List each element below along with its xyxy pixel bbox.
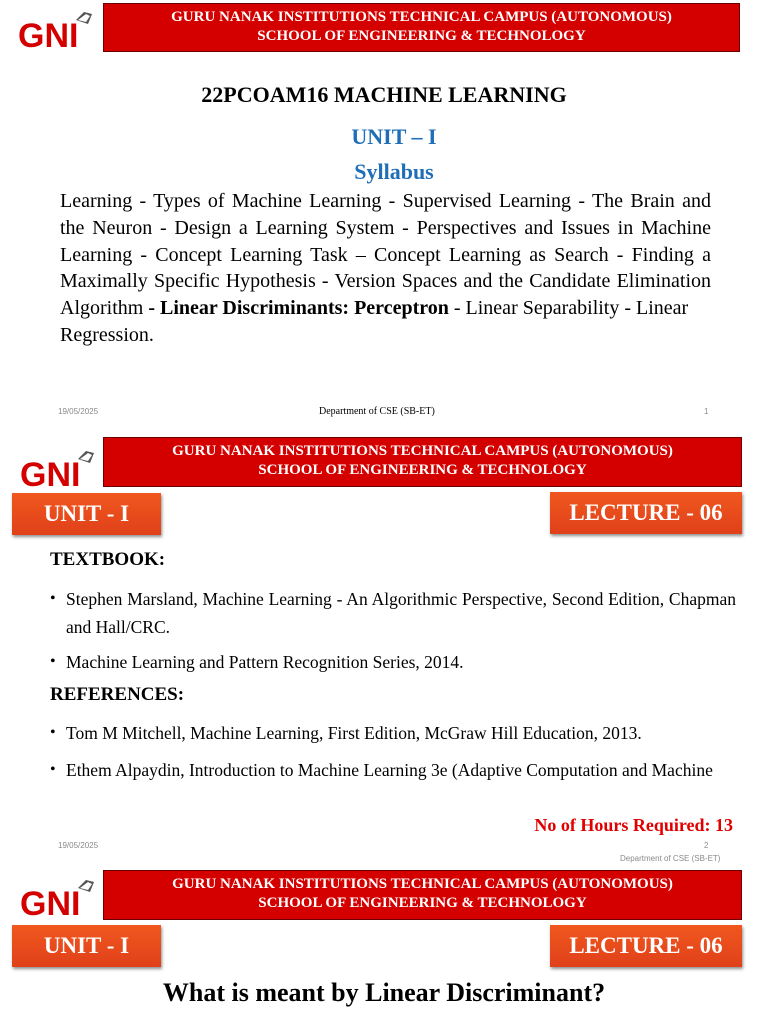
unit-heading: UNIT – I	[351, 124, 437, 149]
hours-required: No of Hours Required: 13	[534, 815, 733, 835]
syllabus-heading: Syllabus	[354, 159, 434, 184]
bullet-icon: •	[50, 761, 56, 778]
page-number: 1	[704, 407, 709, 416]
slide-2	[0, 432, 768, 868]
institution-name: GURU NANAK INSTITUTIONS TECHNICAL CAMPUS (AUTONOMOUS)	[172, 443, 673, 459]
institution-name: GURU NANAK INSTITUTIONS TECHNICAL CAMPUS (AUTONOMOUS)	[172, 876, 673, 892]
slide-1	[0, 0, 768, 432]
list-item	[50, 648, 736, 676]
bullet-icon: •	[50, 724, 56, 741]
school-name: SCHOOL OF ENGINEERING & TECHNOLOGY	[257, 28, 586, 44]
list-item	[50, 719, 736, 747]
textbook-entry: Machine Learning and Pattern Recognition Series, 2014.	[66, 652, 464, 672]
syllabus-text-bold: - Linear Discriminants: Perceptron	[143, 297, 449, 320]
page-number: 2	[704, 841, 709, 850]
header-banner	[103, 870, 742, 920]
footer-dept: Department of CSE (SB-ET)	[620, 854, 721, 863]
reference-entry: Tom M Mitchell, Machine Learning, First Edition, McGraw Hill Education, 2013.	[66, 723, 642, 743]
syllabus-text-plain: Learning - Types of Machine Learning - Supervised Learning - The Brain and the Neuron - Design a Learning System - Perspectives and Issues in Machine Learning - Concept Learning Task – Concept Learning as Search - Finding a Maximally Specific Hypothesis - Version Spaces and the Candidate Elimination Algorithm	[60, 190, 711, 320]
textbook-heading: TEXTBOOK:	[50, 549, 166, 570]
bullet-icon: •	[50, 590, 56, 607]
list-item	[50, 756, 736, 784]
footer-dept: Department of CSE (SB-ET)	[319, 406, 435, 417]
references-heading: REFERENCES:	[50, 684, 185, 705]
institution-name: GURU NANAK INSTITUTIONS TECHNICAL CAMPUS (AUTONOMOUS)	[171, 9, 672, 25]
unit-tag: UNIT - I	[12, 925, 161, 967]
gni-logo	[20, 447, 98, 491]
textbook-entry: Stephen Marsland, Machine Learning - An Algorithmic Perspective, Second Edition, Chapman and Hall/CRC.	[66, 589, 736, 637]
syllabus-text-last: Regression.	[60, 323, 154, 346]
lecture-tag: LECTURE - 06	[550, 492, 742, 534]
reference-entry: Ethem Alpaydin, Introduction to Machine Learning 3e (Adaptive Computation and Machine	[66, 760, 713, 780]
course-title: 22PCOAM16 MACHINE LEARNING	[201, 82, 567, 107]
syllabus-text-tail: - Linear Separability - Linear	[448, 297, 689, 320]
lecture-tag: LECTURE - 06	[550, 925, 742, 967]
gni-logo	[18, 8, 96, 52]
logo-text: GNI	[18, 17, 79, 52]
school-name: SCHOOL OF ENGINEERING & TECHNOLOGY	[258, 895, 587, 911]
footer-date: 19/05/2025	[58, 407, 99, 416]
header-banner	[103, 3, 740, 52]
footer-date: 19/05/2025	[58, 841, 99, 850]
unit-tag: UNIT - I	[12, 493, 161, 535]
gni-logo	[20, 876, 98, 920]
list-item	[50, 585, 736, 641]
logo-text: GNI	[20, 885, 81, 920]
syllabus-text	[60, 188, 711, 349]
school-name: SCHOOL OF ENGINEERING & TECHNOLOGY	[258, 462, 587, 478]
slide-3	[0, 868, 768, 1024]
bullet-icon: •	[50, 653, 56, 670]
header-banner	[103, 437, 742, 487]
slide-question: What is meant by Linear Discriminant?	[162, 978, 606, 1007]
logo-text: GNI	[20, 456, 81, 491]
